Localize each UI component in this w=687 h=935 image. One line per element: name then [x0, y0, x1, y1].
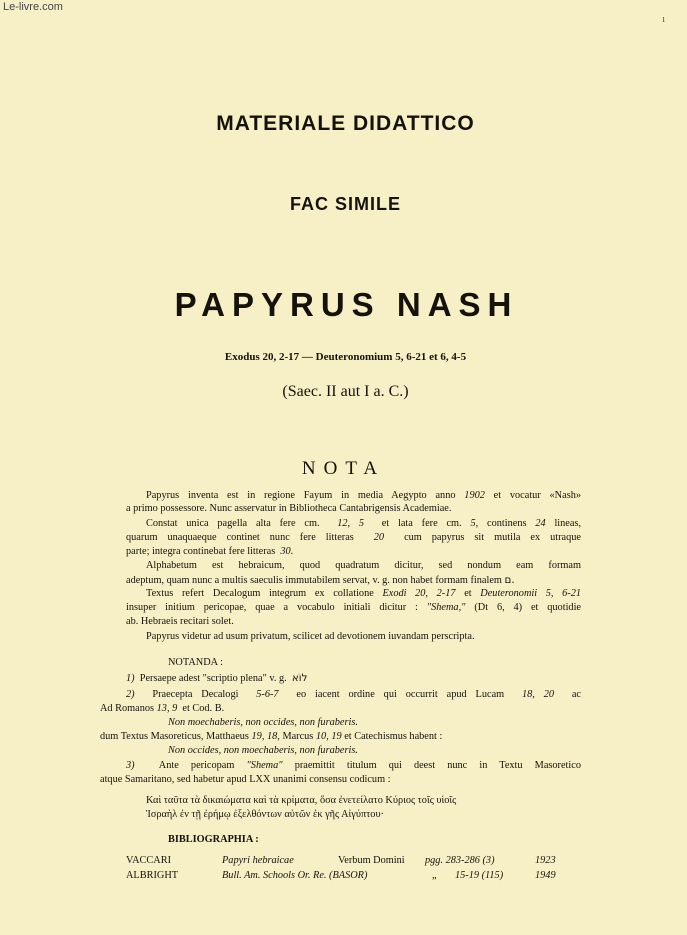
- notanda-item: 2) Praecepta Decalogi 5-6-7 eo iacent ordine qui occurrit apud Lucam 18, 20 ac: [126, 689, 581, 700]
- nota-line: Textus refert Decalogum integrum ex collatione Exodi 20, 2-17 et Deuteronomii 5, 6-21: [146, 588, 582, 599]
- bib-year: 1949: [535, 870, 556, 881]
- notanda-item: Ad Romanos 13, 9 et Cod. B.: [100, 703, 225, 714]
- page-title: PAPYRUS NASH: [174, 286, 519, 323]
- nota-line: quarum unaquaeque continet nunc fere litteras 20 cum papyrus sit mutila ex utraque: [126, 532, 581, 543]
- notanda-italic: Non moechaberis, non occides, non furaberis.: [168, 717, 358, 728]
- bib-pages: pgg. 283-286 (3): [425, 855, 495, 866]
- bib-pages: 15-19 (115): [455, 870, 504, 881]
- greek-line: Καὶ ταῦτα τὰ δικαιώματα καὶ τὰ κρίματα, ὅσα ἐνετείλατο Κύριος τοῖς υἱοῖς: [146, 795, 457, 806]
- nota-line: Papyrus videtur ad usum privatum, scilicet ad devotionem iuvandam perscripta.: [146, 631, 475, 642]
- nota-heading: NOTA: [301, 458, 386, 479]
- bib-year: 1923: [535, 855, 556, 866]
- corner-mark: ı: [662, 14, 665, 25]
- notanda-item: 3) Ante pericopam "Shema" praemittit titulum qui deest nunc in Textu Masoretico: [126, 760, 581, 771]
- bib-journal: Verbum Domini: [338, 855, 405, 866]
- nota-line: insuper initium pericopae, quae a vocabulo initiali dicitur : "Shema," (Dt 6, 4) et quotidie: [126, 602, 582, 613]
- nota-line: parte; integra continebat fere litteras 30.: [126, 546, 294, 557]
- nota-line: Constat unica pagella alta fere cm. 12, 5 et lata fere cm. 5, continens 24 lineas,: [146, 518, 582, 529]
- greek-line: Ἰσραὴλ ἐν τῇ ἐρήμῳ ἐξελθόντων αὐτῶν ἐκ γῆς Αἰγύπτου·: [146, 809, 384, 820]
- header-line2: FAC SIMILE: [289, 194, 401, 214]
- header-line1: MATERIALE DIDATTICO: [216, 112, 475, 135]
- subtitle: Exodus 20, 2-17 — Deuteronomium 5, 6-21 et 6, 4-5: [224, 351, 467, 363]
- nota-line: Papyrus inventa est in regione Fayum in media Aegypto anno 1902 et vocatur «Nash»: [146, 490, 581, 501]
- notanda-item: 1) Persaepe adest "scriptio plena" v. g. לוֹא: [126, 672, 308, 684]
- bib-author: ALBRIGHT: [126, 870, 179, 881]
- bib-journal: „: [432, 870, 437, 881]
- bib-work: Papyri hebraicae: [222, 855, 294, 866]
- bib-work: Bull. Am. Schools Or. Re. (BASOR): [222, 870, 368, 881]
- nota-line: ab. Hebraeis recitari solet.: [126, 616, 234, 627]
- notanda-item: atque Samaritano, sed habetur apud LXX unanimi consensu codicum :: [100, 774, 391, 785]
- nota-line: Alphabetum est hebraicum, quod quadratum dicitur, sed nondum eam formam: [146, 560, 581, 571]
- notanda-heading: NOTANDA :: [168, 657, 223, 668]
- date-line: (Saec. II aut I a. C.): [282, 383, 409, 400]
- nota-line: adeptum, quam nunc a multis saeculis immutabilem servat, v. g. non habet formam finalem ם.: [126, 574, 515, 586]
- nota-line: a primo possessore. Nunc asservatur in Bibliotheca Cantabrigensis Academiae.: [126, 503, 452, 514]
- bibliographia-heading: BIBLIOGRAPHIA :: [168, 834, 259, 845]
- bib-author: VACCARI: [126, 855, 172, 866]
- notanda-item: dum Textus Masoreticus, Matthaeus 19, 18, Marcus 10, 19 et Catechismus habent :: [100, 731, 443, 742]
- notanda-italic: Non occides, non moechaberis, non furaberis.: [168, 745, 358, 756]
- watermark: Le-livre.com: [3, 1, 63, 13]
